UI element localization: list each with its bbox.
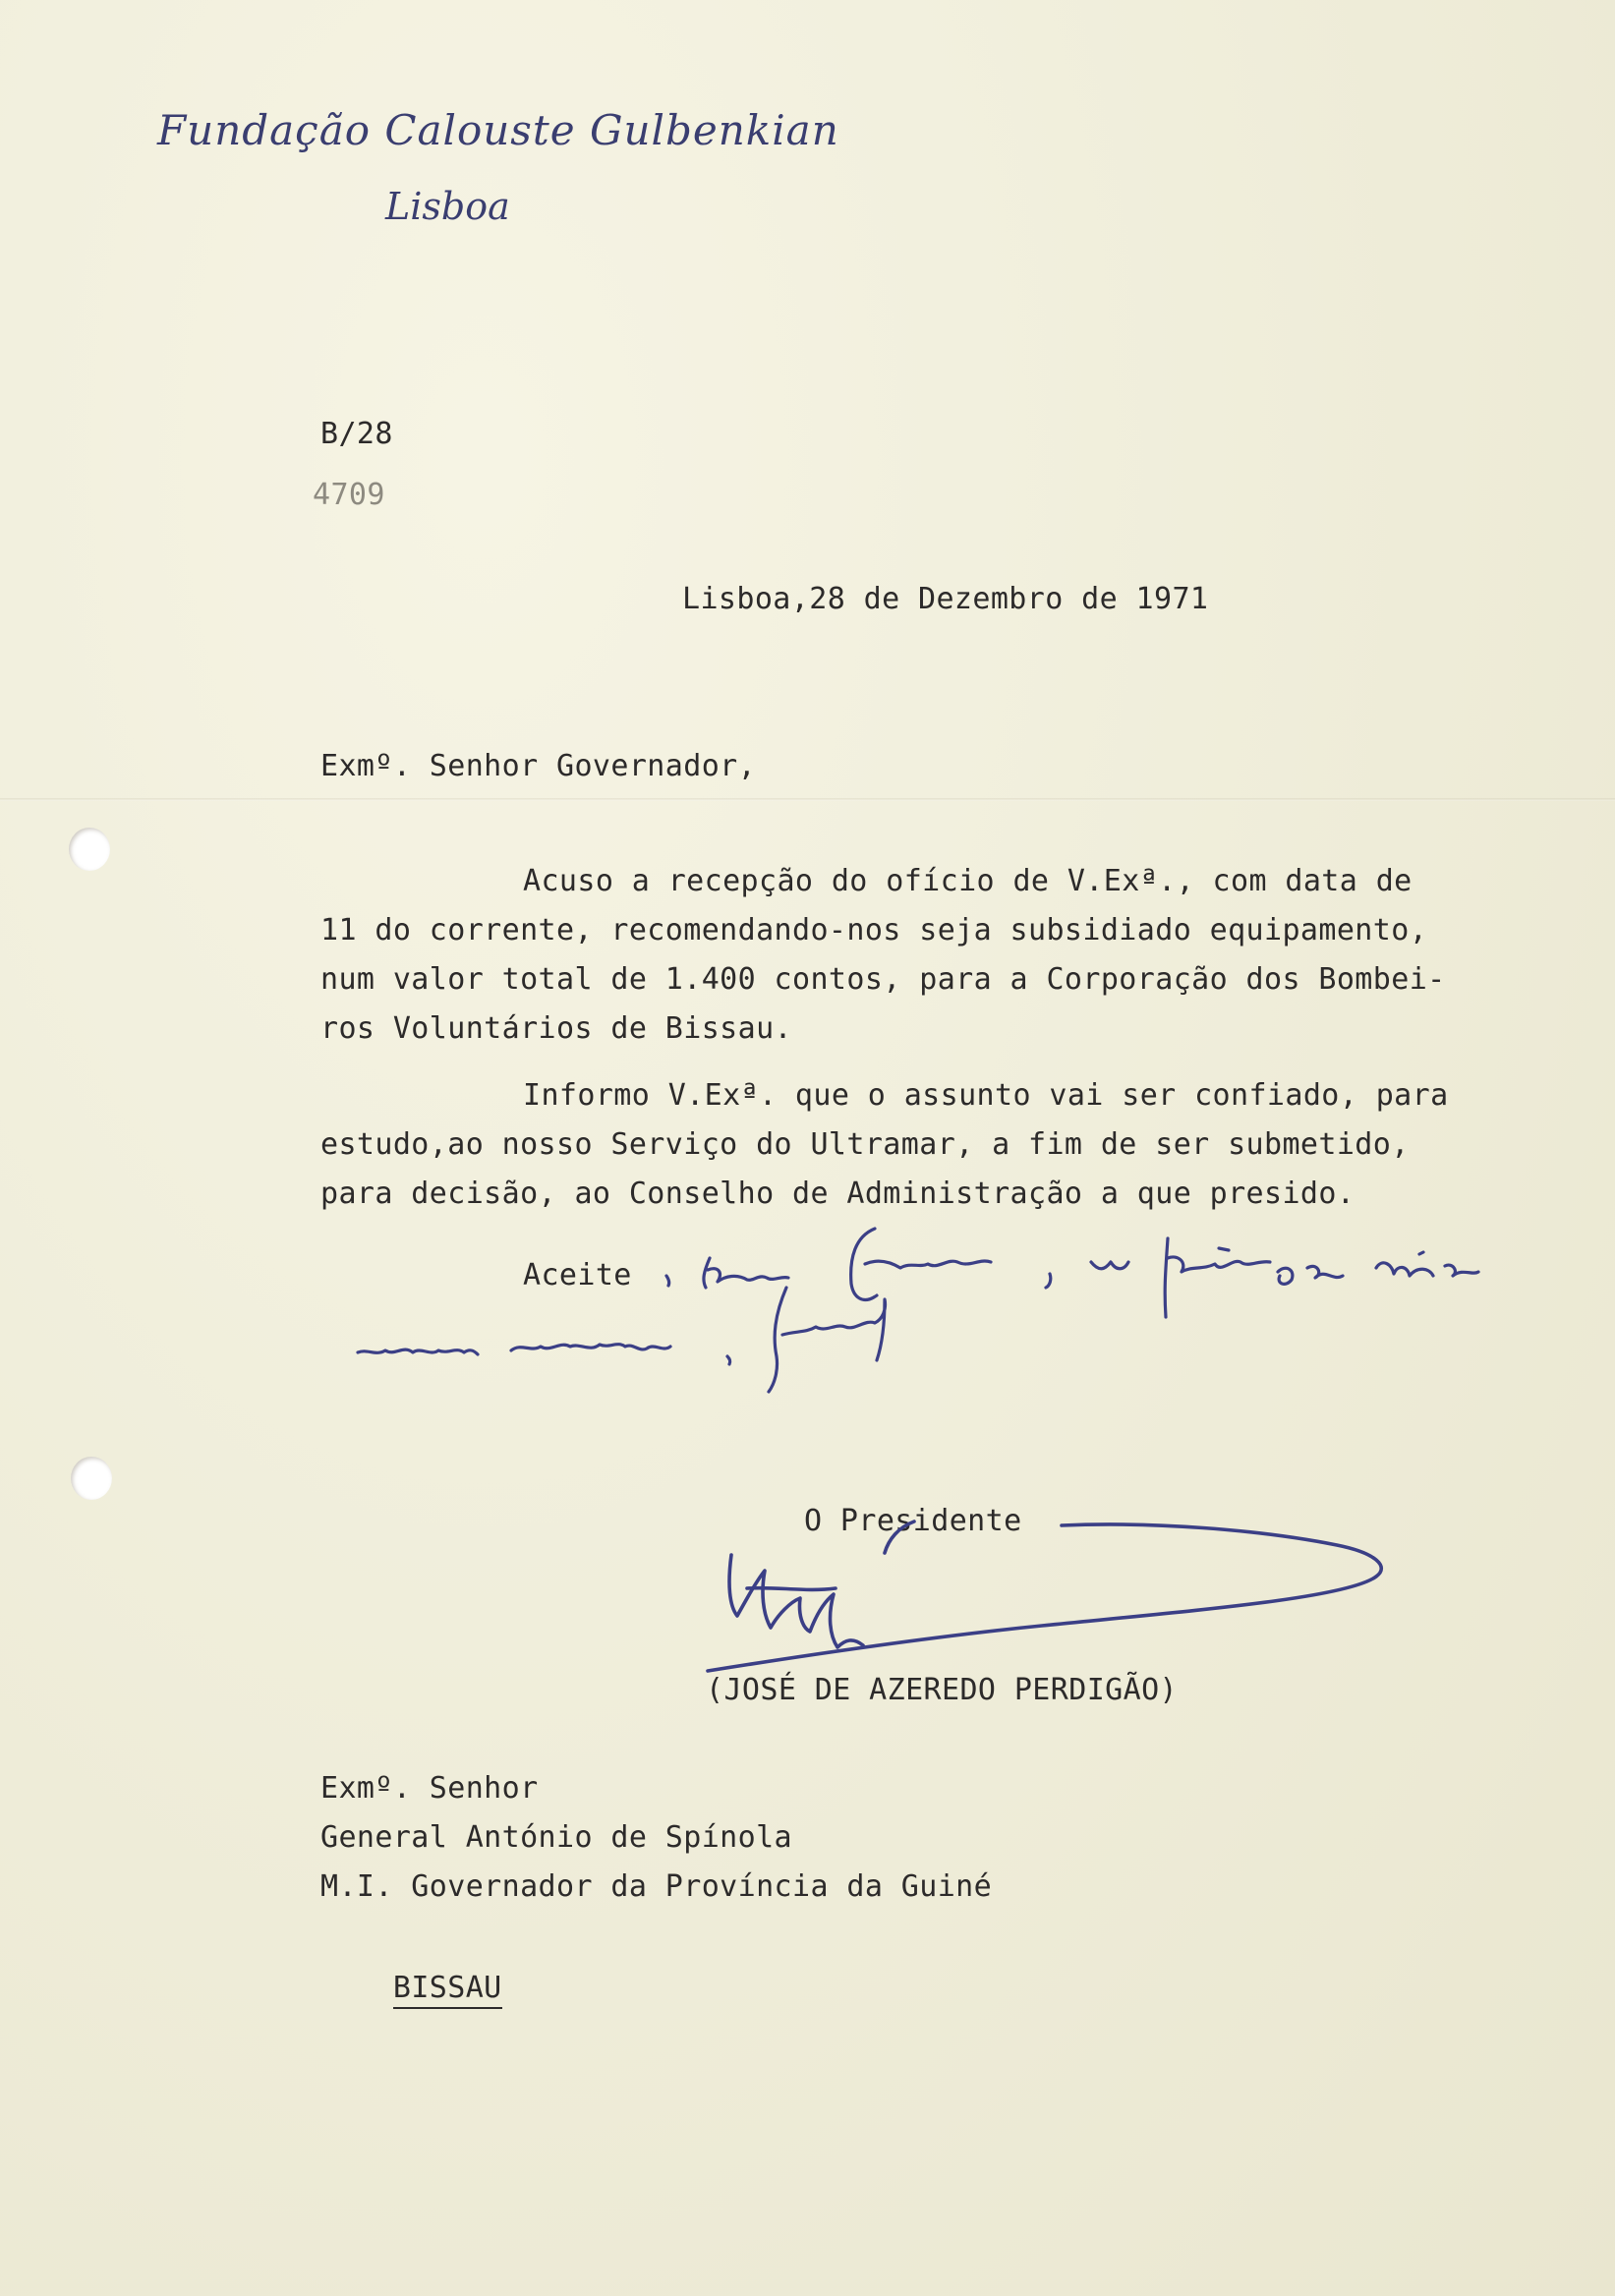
addressee-city: BISSAU [393, 1971, 502, 2009]
date-line: Lisboa,28 de Dezembro de 1971 [682, 582, 1209, 616]
closing-typed: Aceite [523, 1258, 632, 1292]
reference-stamp-number: 4709 [313, 478, 385, 512]
paragraph-2-line-3: para decisão, ao Conselho de Administração a que presido. [320, 1177, 1355, 1211]
signature-scribble [629, 1520, 1396, 1687]
letterhead-name: Fundação Calouste Gulbenkian [157, 106, 839, 154]
addressee-city-wrapper [320, 1936, 502, 2039]
punch-hole [69, 828, 110, 871]
addressee-line-1: Exmº. Senhor [320, 1771, 539, 1806]
paragraph-2-line-2: estudo,ao nosso Serviço do Ultramar, a fim de ser submetido, [320, 1127, 1410, 1162]
salutation: Exmº. Senhor Governador, [320, 749, 757, 783]
paragraph-1-line-4: ros Voluntários de Bissau. [320, 1011, 792, 1046]
paragraph-1-line-2: 11 do corrente, recomendando-nos seja subsidiado equipamento, [320, 913, 1428, 947]
signature-title: O Presidente [804, 1504, 1022, 1538]
paper-fold-line [0, 798, 1615, 801]
paragraph-2-line-1: Informo V.Exª. que o assunto vai ser confiado, para [523, 1078, 1449, 1113]
handwritten-closing [354, 1219, 1573, 1415]
reference-code: B/28 [320, 417, 393, 451]
paragraph-1-line-1: Acuso a recepção do ofício de V.Exª., com data de [523, 864, 1413, 898]
letterhead-city: Lisboa [385, 185, 510, 228]
addressee-line-3: M.I. Governador da Província da Guiné [320, 1869, 993, 1904]
addressee-line-2: General António de Spínola [320, 1820, 792, 1855]
punch-hole [71, 1457, 112, 1500]
signatory-name: (JOSÉ DE AZEREDO PERDIGÃO) [706, 1673, 1178, 1707]
paragraph-1-line-3: num valor total de 1.400 contos, para a Corporação dos Bombei- [320, 962, 1446, 997]
